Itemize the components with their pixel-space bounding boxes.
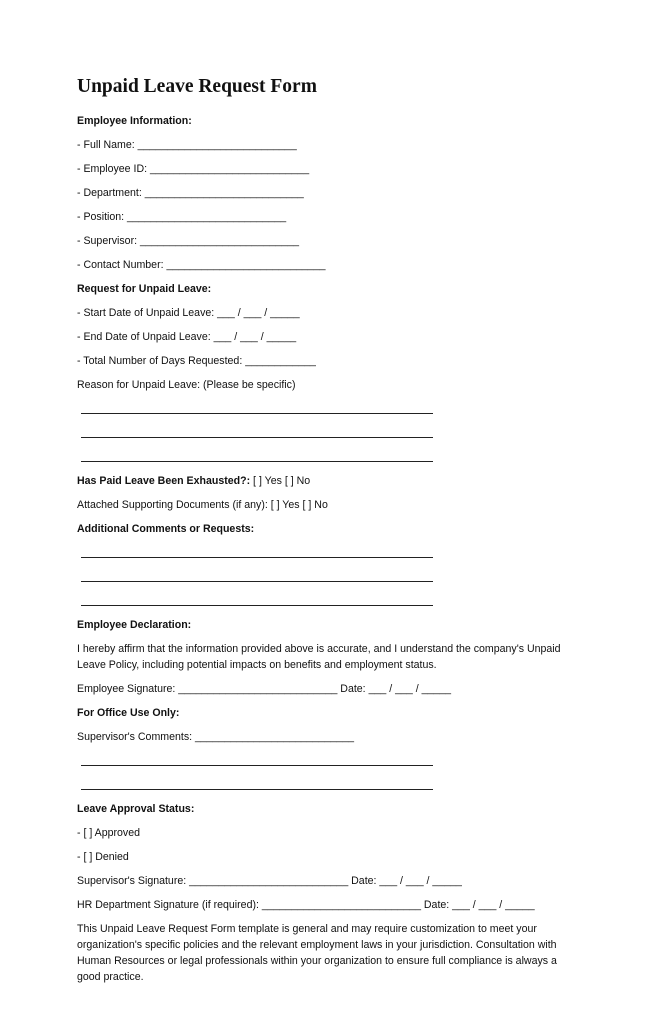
declaration-text: I hereby affirm that the information provided above is accurate, and I understand the company's Unpaid Leave Policy, including potential impacts on benefits and employment status. bbox=[77, 643, 561, 671]
request-heading: Request for Unpaid Leave: bbox=[77, 283, 212, 295]
paid-leave-options: [ ] Yes [ ] No bbox=[250, 475, 311, 487]
comments-line-2 bbox=[81, 581, 433, 582]
full-name-field: - Full Name: ___________________________ bbox=[77, 139, 297, 151]
supervisor-comments-line-2 bbox=[81, 789, 433, 790]
approved-checkbox-item: - [ ] Approved bbox=[77, 827, 141, 839]
page-title: Unpaid Leave Request Form bbox=[77, 76, 317, 97]
comments-line-3 bbox=[81, 605, 433, 606]
employee-id-field: - Employee ID: ___________________________ bbox=[77, 163, 310, 175]
paid-leave-row bbox=[77, 474, 310, 488]
employee-info-heading: Employee Information: bbox=[77, 115, 192, 127]
supervisor-comments-line-1 bbox=[81, 765, 433, 766]
department-field: - Department: ___________________________ bbox=[77, 187, 304, 199]
reason-line-2 bbox=[81, 437, 433, 438]
supervisor-comments-field: Supervisor's Comments: ___________________________ bbox=[77, 731, 355, 743]
reason-line-3 bbox=[81, 461, 433, 462]
contact-number-field: - Contact Number: ___________________________ bbox=[77, 259, 326, 271]
supervisor-signature-field: Supervisor's Signature: ___________________________ Date: ___ / ___ / _____ bbox=[77, 875, 462, 887]
footer-note: This Unpaid Leave Request Form template is general and may require customization to meet your organization's specific policies and the relevant employment laws in your jurisdiction. Consultation with Human Resources or legal professionals within your organization to ensure full compliance is always a good practice. bbox=[77, 923, 557, 983]
employee-signature-field: Employee Signature: ___________________________ Date: ___ / ___ / _____ bbox=[77, 683, 452, 695]
reason-line-1 bbox=[81, 413, 433, 414]
attached-docs-field: Attached Supporting Documents (if any): [ ] Yes [ ] No bbox=[77, 499, 328, 511]
total-days-field: - Total Number of Days Requested: ____________ bbox=[77, 355, 316, 367]
end-date-field: - End Date of Unpaid Leave: ___ / ___ / _____ bbox=[77, 331, 297, 343]
supervisor-field: - Supervisor: ___________________________ bbox=[77, 235, 300, 247]
denied-checkbox-item: - [ ] Denied bbox=[77, 851, 129, 863]
start-date-field: - Start Date of Unpaid Leave: ___ / ___ / _____ bbox=[77, 307, 300, 319]
reason-label: Reason for Unpaid Leave: (Please be specific) bbox=[77, 379, 296, 391]
comments-line-1 bbox=[81, 557, 433, 558]
declaration-heading: Employee Declaration: bbox=[77, 619, 192, 631]
approval-heading: Leave Approval Status: bbox=[77, 803, 195, 815]
hr-signature-field: HR Department Signature (if required): ___________________________ Date: ___ / ___ / _____ bbox=[77, 899, 535, 911]
comments-heading: Additional Comments or Requests: bbox=[77, 523, 255, 535]
paid-leave-label: Has Paid Leave Been Exhausted?: bbox=[77, 475, 251, 487]
position-field: - Position: ___________________________ bbox=[77, 211, 287, 223]
office-use-heading: For Office Use Only: bbox=[77, 707, 180, 719]
